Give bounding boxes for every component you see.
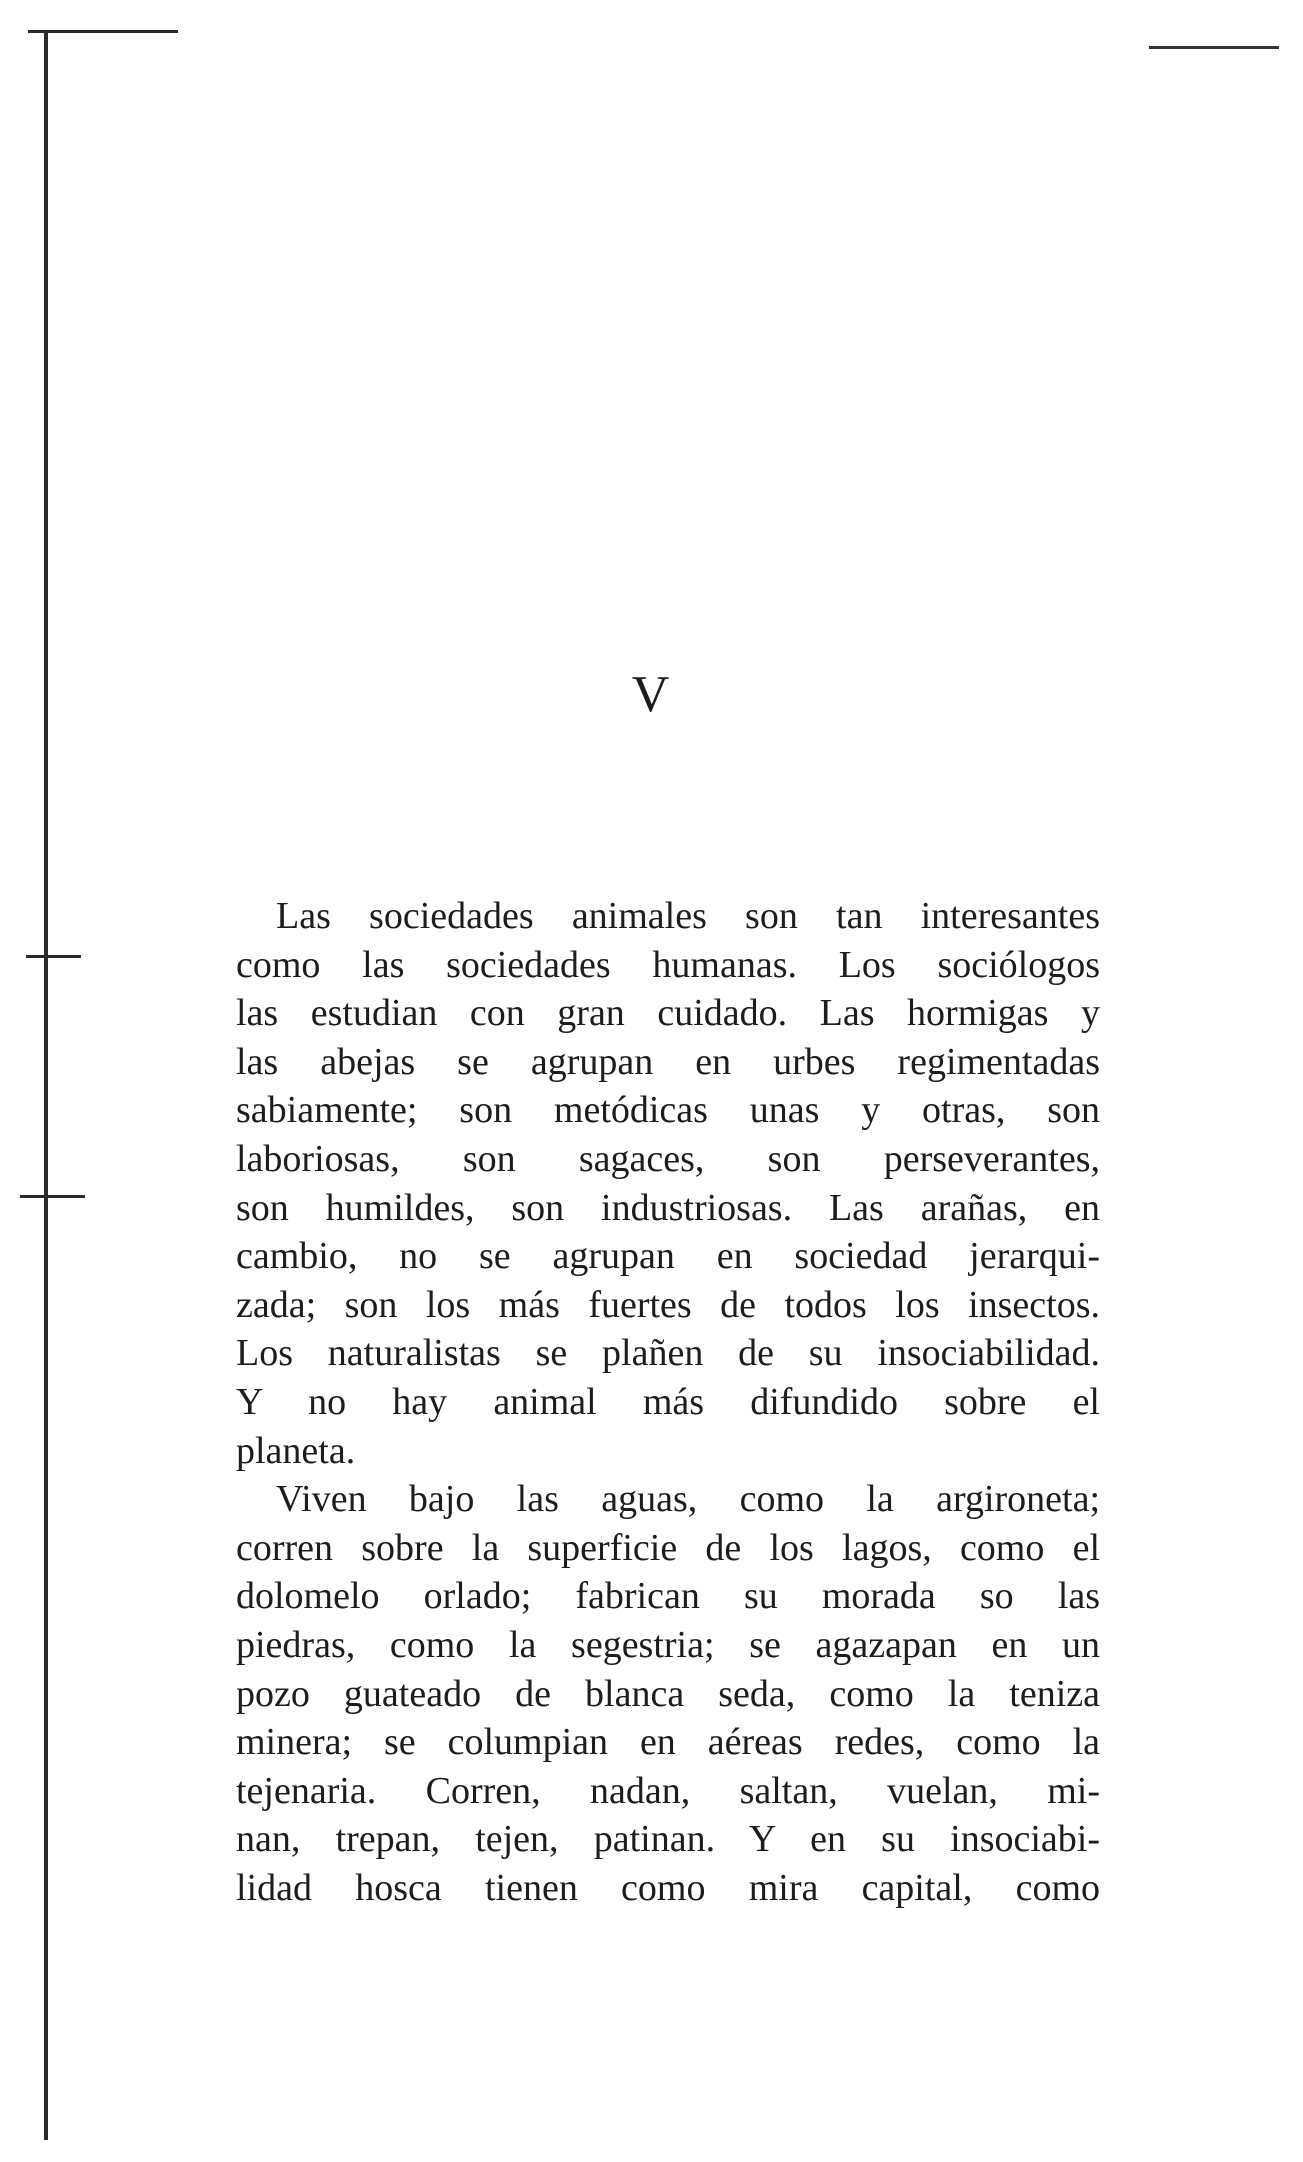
text-line: cambio, no se agrupan en sociedad jerarqui- (236, 1235, 1100, 1278)
paragraph (198, 1475, 1100, 1912)
text-line: sabiamente; son metódicas unas y otras, son (236, 1089, 1100, 1132)
text-line: nan, trepan, tejen, patinan. Y en su insociabi- (236, 1818, 1100, 1861)
scan-edge-mark (20, 1195, 85, 1198)
text-line: zada; son los más fuertes de todos los insectos. (236, 1283, 1100, 1326)
text-line: planeta. (236, 1429, 356, 1472)
scan-page-edge (44, 30, 48, 2140)
text-line: como las sociedades humanas. Los sociólogos (236, 943, 1100, 986)
text-line: laboriosas, son sagaces, son perseverantes, (236, 1137, 1100, 1180)
text-line: las abejas se agrupan en urbes regimentadas (236, 1040, 1100, 1083)
text-line: Viven bajo las aguas, como la argironeta; (276, 1478, 1100, 1521)
text-line: Las sociedades animales son tan interesantes (276, 895, 1100, 937)
body-text (198, 892, 1100, 1912)
text-line: pozo guateado de blanca seda, como la teniza (236, 1672, 1100, 1715)
text-line: minera; se columpian en aéreas redes, como la (236, 1721, 1100, 1764)
scan-edge-mark (26, 955, 81, 958)
text-line: piedras, como la segestria; se agazapan en un (236, 1623, 1100, 1666)
text-line: dolomelo orlado; fabrican su morada so las (236, 1575, 1100, 1618)
text-line: tejenaria. Corren, nadan, saltan, vuelan, mi- (236, 1769, 1100, 1812)
scan-top-rule (1149, 46, 1279, 49)
paragraph (198, 892, 1100, 1475)
text-line: las estudian con gran cuidado. Las hormigas y (236, 992, 1100, 1035)
scan-edge-mark (28, 30, 178, 33)
text-line: Y no hay animal más difundido sobre el (236, 1380, 1100, 1423)
text-line: lidad hosca tienen como mira capital, como (236, 1866, 1100, 1909)
text-line: Los naturalistas se plañen de su insociabilidad. (236, 1332, 1100, 1375)
text-line: son humildes, son industriosas. Las arañas, en (236, 1186, 1100, 1229)
text-line: corren sobre la superficie de los lagos, como el (236, 1526, 1100, 1569)
chapter-numeral: V (631, 666, 672, 723)
